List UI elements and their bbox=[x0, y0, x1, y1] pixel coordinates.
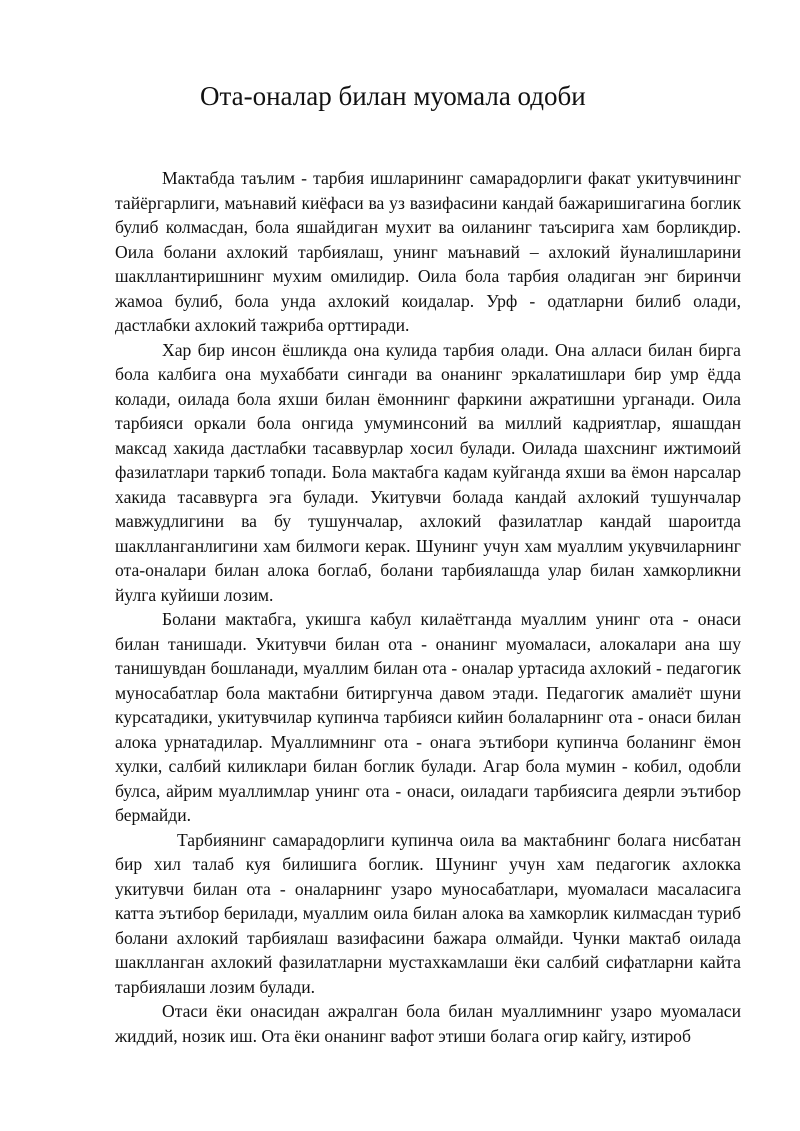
page-title: Ота-оналар билан муомала одоби bbox=[200, 81, 586, 111]
paragraph-2: Хар бир инсон ёшликда она кулида тарбия олади. Она алласи билан бирга бола калбига она мухаббати сингади ва онанинг эркалатишлари бир умр ёдда колади, оилада бола яхши билан ёмоннинг фаркини ажратишни урганади. Оила тарбияси оркали бола онгида умуминсоний ва миллий кадриятлар, яшашдан максад хакида дастлабки тасаввурлар хосил булади. Оилада шахснинг ижтимоий фазилатлари таркиб топади. Бола мактабга кадам куйганда яхши ва ёмон нарсалар хакида тасаввурга эга булади. Укитувчи болада кандай ахлокий тушунчалар мавжудлигини ва бу тушунчалар, ахлокий фазилатлар кандай шароитда шаклланганлигини хам билмоги керак. Шунинг учун хам муаллим укувчиларнинг ота-оналари билан алока боглаб, болани тарбиялашда улар билан хамкорликни йулга куйиши лозим. bbox=[115, 339, 741, 605]
paragraph-4: Тарбиянинг самарадорлиги купинча оила ва мактабнинг болага нисбатан бир хил талаб куя билишига боглик. Шунинг учун хам педагогик ахлокка укитувчи билан ота - оналарнинг узаро муносабатлари, муомаласи масаласига катта эътибор берилади, муаллим оила билан алока ва хамкорлик килмасдан туриб болани ахлокий тарбиялаш вазифасини бажара олмайди. Чунки мактаб оилада шаклланган ахлокий фазилатларни мустахкамлаши ёки салбий сифатларни кайта тарбиялаши лозим булади. bbox=[115, 829, 741, 997]
paragraph-1: Мактабда таълим - тарбия ишларининг самарадорлиги факат укитувчининг тайёргарлиги, маънавий киёфаси ва уз вазифасини кандай бажаришигагина боглик булиб колмасдан, бола яшайдиган мухит ва оиланинг таъсирига хам борликдир. Оила болани ахлокий тарбиялаш, унинг маънавий – ахлокий йуналишларини шакллантиришнинг мухим омилидир. Оила бола тарбия оладиган энг биринчи жамоа булиб, бола унда ахлокий коидалар. Урф - одатларни билиб олади, дастлабки ахлокий тажриба орттиради. bbox=[115, 168, 741, 335]
paragraph-5: Отаси ёки онасидан ажралган бола билан муаллимнинг узаро муомаласи жиддий, нозик иш. Ота ёки онанинг вафот этиши болага огир кайгу, изтироб bbox=[115, 1001, 741, 1046]
document-body bbox=[115, 166, 741, 1048]
paragraph-3: Болани мактабга, укишга кабул килаётганда муаллим унинг ота - онаси билан танишади. Укитувчи билан ота - онанинг муомаласи, алокалари ана шу танишувдан бошланади, муаллим билан ота - оналар уртасида ахлокий - педагогик муносабатлар бола мактабни битиргунча давом этади. Педагогик амалиёт шуни курсатадики, укитувчилар купинча тарбияси кийин болаларнинг ота - онаси билан алока урнатадилар. Муаллимнинг ота - онага эътибори купинча боланинг ёмон хулки, салбий киликлари билан боглик булади. Агар бола мумин - кобил, одобли булса, айрим муаллимлар унинг ота - онаси, оиладаги тарбиясига деярли эътибор бермайди. bbox=[115, 609, 741, 825]
